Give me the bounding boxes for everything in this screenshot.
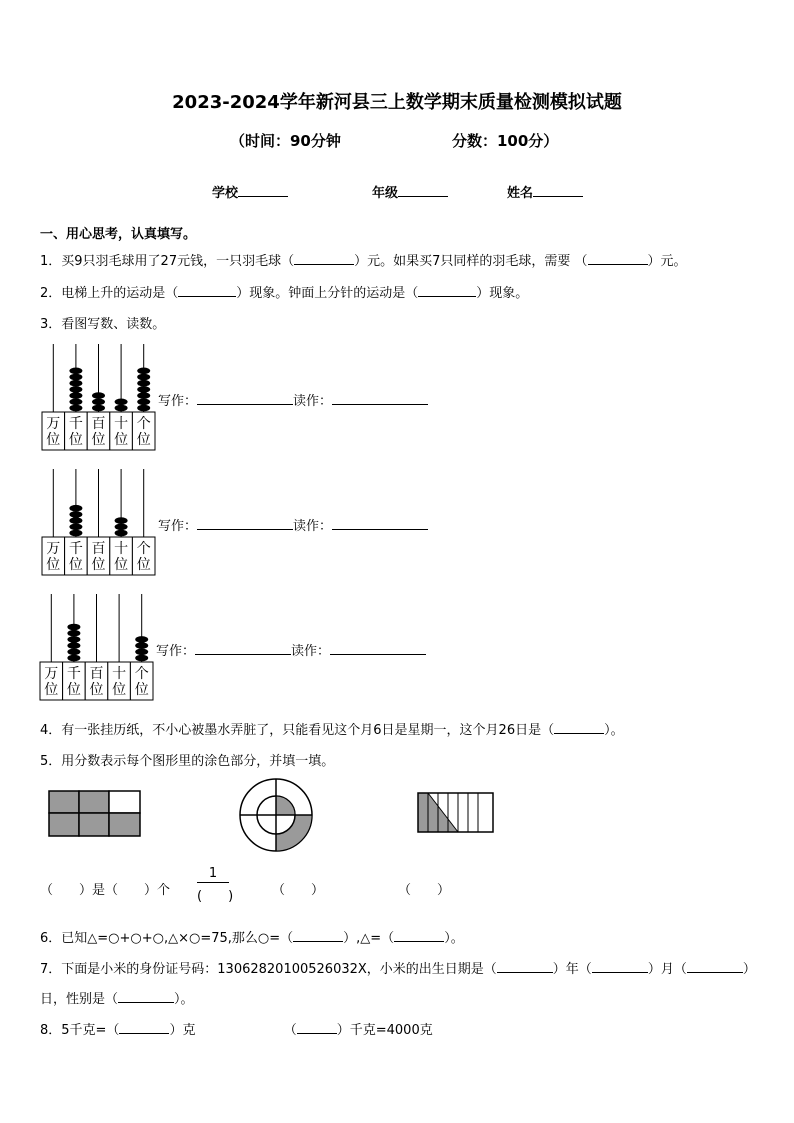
place-label: 百	[89, 666, 104, 682]
abacus-bead	[67, 636, 80, 643]
abacus-bead	[135, 642, 148, 649]
q5-answer-1: （ ）是（ ）个	[40, 883, 171, 898]
abacus-bead	[135, 636, 148, 643]
abacus-bead	[137, 386, 150, 393]
section-heading: 一、用心思考，认真填写。	[40, 227, 197, 242]
question-4: 4．有一张挂历纸，不小心被墨水弄脏了，只能看见这个月6日是星期一，这个月26日是（ ）。	[40, 723, 624, 738]
abacus-bead	[137, 392, 150, 399]
abacus-bead	[69, 380, 82, 387]
abacus-bead	[69, 392, 82, 399]
question-2: 2．电梯上升的运动是（ ）现象。钟面上分针的运动是（ ）现象。	[40, 286, 529, 301]
abacus-bead	[69, 524, 82, 531]
abacus-bead	[137, 399, 150, 406]
place-label: 位	[112, 682, 127, 698]
place-label: 千	[68, 416, 83, 432]
q5-answer-3: （ ）	[398, 883, 451, 898]
place-label: 位	[66, 682, 81, 698]
question-6: 6．已知△=○+○+○,△×○=75,那么○=（ ）,△=（ ）。	[40, 931, 464, 946]
abacus-bead	[92, 405, 105, 412]
exam-score: 分数：100分）	[452, 132, 559, 150]
abacus-bead	[69, 368, 82, 375]
abacus-bead	[67, 624, 80, 631]
place-label: 位	[91, 557, 106, 573]
abacus-bead	[115, 399, 128, 406]
place-label: 万	[46, 416, 61, 432]
place-label: 位	[114, 432, 129, 448]
place-label: 百	[91, 541, 106, 557]
abacus-bead	[69, 530, 82, 537]
abacus-bead	[137, 380, 150, 387]
abacus-3-answer: 写作： 读作：	[156, 640, 426, 659]
place-label: 位	[44, 682, 59, 698]
abacus-bead	[69, 511, 82, 518]
abacus-1	[40, 340, 160, 454]
place-label: 万	[46, 541, 61, 557]
question-7: 7．下面是小米的身份证号码：13062820100526032X，小米的出生日期是（ ）年（ ）月（ ）	[40, 962, 756, 977]
question-8: 8．5千克=（ ）克 （ ）千克=4000克	[40, 1023, 433, 1038]
abacus-bead	[115, 405, 128, 412]
abacus-2	[40, 465, 160, 579]
figure-circle	[238, 777, 314, 853]
abacus-bead	[69, 405, 82, 412]
question-5: 5．用分数表示每个图形里的涂色部分，并填一填。	[40, 754, 335, 769]
place-label: 位	[114, 557, 129, 573]
place-label: 位	[134, 682, 149, 698]
place-label: 位	[136, 432, 151, 448]
abacus-bead	[135, 655, 148, 662]
question-3: 3．看图写数、读数。	[40, 317, 166, 332]
name-field: 姓名	[507, 182, 583, 201]
abacus-bead	[69, 386, 82, 393]
figure-grid	[48, 790, 144, 838]
place-label: 十	[112, 666, 127, 682]
grade-field: 年级	[372, 182, 448, 201]
place-label: 千	[68, 541, 83, 557]
q5-answer-2: （ ）	[272, 883, 325, 898]
page-title: 2023-2024学年新河县三上数学期末质量检测模拟试题	[172, 92, 622, 113]
abacus-bead	[92, 399, 105, 406]
place-label: 十	[114, 541, 129, 557]
place-label: 个	[134, 666, 149, 682]
exam-time: （时间：90分钟	[230, 132, 341, 150]
abacus-bead	[135, 649, 148, 656]
abacus-3	[38, 590, 158, 704]
abacus-bead	[92, 392, 105, 399]
figure-strips	[417, 792, 497, 834]
abacus-1-answer: 写作： 读作：	[158, 390, 428, 409]
abacus-bead	[67, 642, 80, 649]
place-label: 位	[68, 432, 83, 448]
abacus-bead	[115, 517, 128, 524]
abacus-bead	[67, 630, 80, 637]
abacus-bead	[69, 505, 82, 512]
school-field: 学校	[212, 182, 288, 201]
place-label: 千	[66, 666, 81, 682]
abacus-bead	[137, 405, 150, 412]
place-label: 位	[68, 557, 83, 573]
place-label: 个	[136, 416, 151, 432]
place-label: 位	[89, 682, 104, 698]
abacus-bead	[137, 368, 150, 375]
place-label: 位	[46, 557, 61, 573]
place-label: 个	[136, 541, 151, 557]
abacus-bead	[67, 649, 80, 656]
abacus-2-answer: 写作： 读作：	[158, 515, 428, 534]
place-label: 位	[46, 432, 61, 448]
place-label: 百	[91, 416, 106, 432]
abacus-bead	[69, 517, 82, 524]
question-7-cont: 日，性别是（ ）。	[40, 992, 194, 1007]
place-label: 位	[136, 557, 151, 573]
abacus-bead	[69, 399, 82, 406]
place-label: 位	[91, 432, 106, 448]
abacus-bead	[115, 524, 128, 531]
place-label: 万	[44, 666, 59, 682]
abacus-bead	[67, 655, 80, 662]
place-label: 十	[114, 416, 129, 432]
abacus-bead	[69, 374, 82, 381]
question-1: 1．买9只羽毛球用了27元钱，一只羽毛球（ ）元。如果买7只同样的羽毛球，需要 （ ）元。	[40, 254, 687, 269]
abacus-bead	[115, 530, 128, 537]
abacus-bead	[137, 374, 150, 381]
fraction: 1 ( )	[197, 866, 234, 904]
